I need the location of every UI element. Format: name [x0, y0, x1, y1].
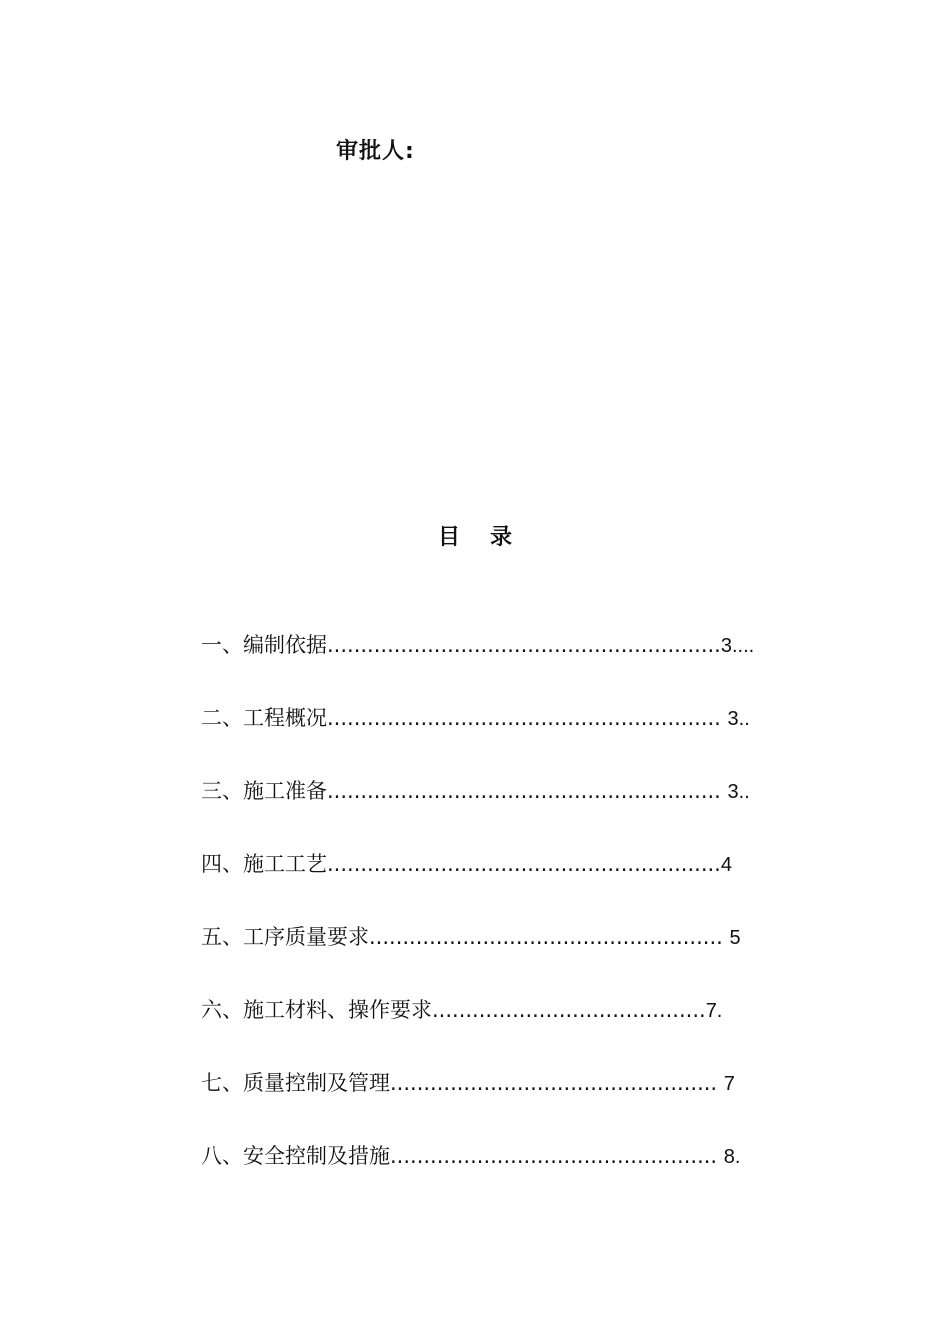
toc-entry-label: 四、施工工艺	[201, 852, 327, 876]
toc-entry-label: 七、质量控制及管理	[201, 1071, 390, 1095]
toc-entry-leader: .....................................................	[369, 925, 730, 949]
toc-title	[0, 520, 950, 551]
toc-entry-page: 3..	[727, 781, 750, 803]
approver-label: 审批人:	[336, 139, 415, 164]
toc-entry-leader: .................................................	[390, 1144, 724, 1168]
toc-list	[201, 630, 754, 1214]
toc-entry-page: 8.	[723, 1146, 741, 1168]
toc-entry-label: 六、施工材料、操作要求	[201, 998, 432, 1022]
toc-entry-8[interactable]	[201, 1141, 754, 1214]
toc-entry-page: 3....	[720, 635, 755, 657]
toc-entry-label: 八、安全控制及措施	[201, 1144, 390, 1168]
toc-title-char-1: 目	[437, 525, 460, 550]
toc-entry-label: 二、工程概况	[201, 706, 327, 730]
toc-entry-2[interactable]	[201, 703, 754, 776]
toc-entry-page: 7.	[705, 1000, 723, 1022]
toc-entry-5[interactable]	[201, 922, 754, 995]
toc-entry-leader: ...........................................................	[327, 706, 728, 730]
toc-entry-leader: ...........................................................	[327, 852, 721, 876]
toc-entry-leader: ...........................................................	[327, 779, 728, 803]
toc-entry-1[interactable]	[201, 630, 754, 703]
toc-entry-page: 7	[723, 1073, 735, 1095]
toc-entry-label: 一、编制依据	[201, 633, 327, 657]
toc-entry-6[interactable]	[201, 995, 754, 1068]
toc-entry-3[interactable]	[201, 776, 754, 849]
toc-entry-leader: .........................................	[432, 998, 706, 1022]
toc-entry-label: 五、工序质量要求	[201, 925, 369, 949]
toc-entry-4[interactable]	[201, 849, 754, 922]
toc-entry-leader: .................................................	[390, 1071, 724, 1095]
toc-entry-leader: ...........................................................	[327, 633, 721, 657]
toc-title-char-2: 录	[490, 525, 513, 550]
toc-entry-page: 3..	[727, 708, 750, 730]
toc-entry-page: 5	[729, 927, 741, 949]
toc-entry-page: 4	[720, 854, 732, 876]
toc-entry-label: 三、施工准备	[201, 779, 327, 803]
toc-entry-7[interactable]	[201, 1068, 754, 1141]
